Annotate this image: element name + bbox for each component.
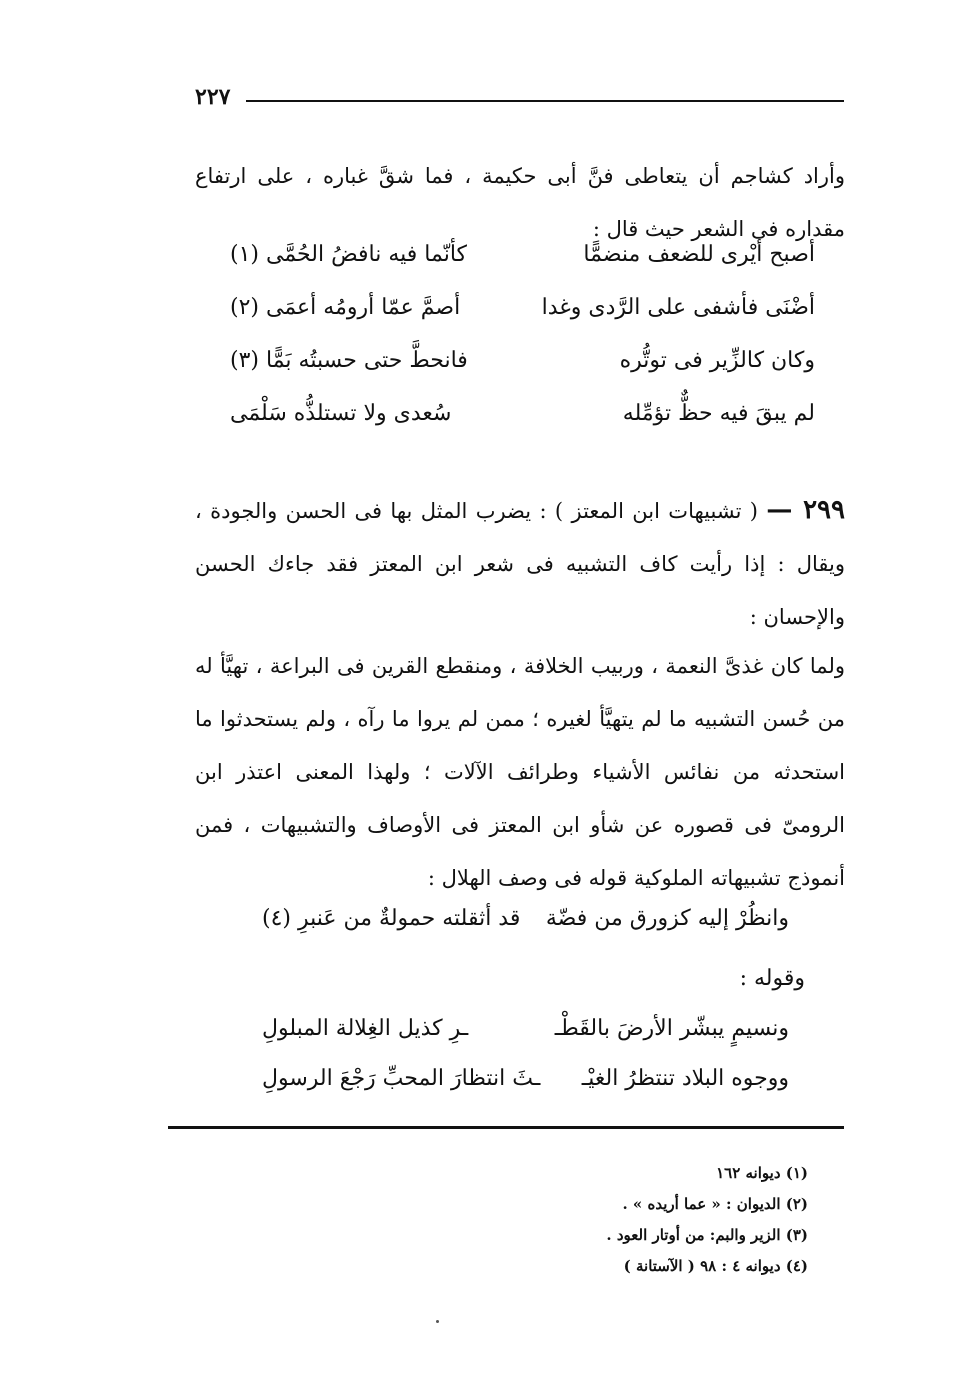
verse-second-hemistich: قد أثقلته حمولةٌ من عَنبرِ (٤) bbox=[262, 906, 521, 931]
footnote-4: (٤) ديوانه ٤ : ٩٨ ( الآستانة ) bbox=[623, 1257, 808, 1275]
verse-first-hemistich: أصبح أيْرى للضعف منضمًّا bbox=[583, 242, 815, 267]
paragraph-ibn-almutazz: ولما كان غذىَّ النعمة ، وربيب الخلافة ، ومنقطع القرين فى البراعة ، تهيَّأ له من حُسن التشبيه ما لم يتهيَّأ لغيره ؛ ممن لم يروا ما رآه ، ولم يستحدثوا ما استحدثه من نفائس الأشياء وطرائف الآلات ؛ ولهذا المعنى اعتذر ابن الرومىّ فى قصوره عن شأو ابن المعتز فى الأوصاف والتشبيهات ، فمن أنموذج تشبيهاته الملوكية قوله فى وصف الهلال : bbox=[195, 654, 845, 890]
verse-line bbox=[262, 906, 789, 936]
paragraph-intro: وأراد كشاجم أن يتعاطى فنَّ أبى حكيمة ، فما شقَّ غباره ، على ارتفاع مقداره فى الشعر حيث قال : bbox=[195, 164, 845, 241]
verse-first-hemistich: لم يبقَ فيه حظٌّ تؤمِّله bbox=[622, 401, 815, 426]
verse-line bbox=[262, 1016, 789, 1046]
section-number: ٢٩٩ — bbox=[766, 495, 845, 525]
verse-line bbox=[230, 242, 815, 272]
verse-first-hemistich: ووجوه البلاد تنتظرُ الغيْـ bbox=[581, 1066, 789, 1091]
verse-second-hemistich: ـثَ انتظارَ المحبِّ رَجْعَ الرسولِ bbox=[262, 1066, 541, 1091]
verse-line bbox=[230, 348, 815, 378]
verse-intro-label: وقوله : bbox=[739, 966, 805, 991]
section-299 bbox=[195, 484, 845, 644]
verse-line bbox=[262, 1066, 789, 1096]
footnotes bbox=[606, 1158, 808, 1282]
verse-second-hemistich: ـرِ كذيل الغِلالة المبلولِ bbox=[262, 1016, 469, 1041]
verse-first-hemistich: أضْنَى فأشفى على الرَّدى وغدا bbox=[541, 295, 815, 320]
footnote-2: (٢) الديوان : « عما أريده » . bbox=[622, 1195, 808, 1213]
verse-line bbox=[230, 401, 815, 431]
header-rule bbox=[246, 100, 844, 102]
footnote-separator bbox=[168, 1126, 844, 1129]
footnote-3: (٣) الزير والبم: من أوتار العود . bbox=[606, 1226, 808, 1244]
verse-second-hemistich: سُعدى ولا تستلذُّه سَلْمَى bbox=[230, 401, 452, 426]
section-text: ( تشبيهات ابن المعتز ) : يضرب المثل بها فى الحسن والجودة ، ويقال : إذا رأيت كاف التشبيه فى شعر ابن المعتز فقد جاءك الحسن والإحسان : bbox=[195, 499, 845, 629]
verse-line bbox=[230, 295, 815, 325]
footnote-1: (١) ديوانه ١٦٢ bbox=[716, 1164, 808, 1182]
verse-first-hemistich: ونسيمٍ يبشّر الأرضَ بالقَطْـ bbox=[554, 1016, 789, 1041]
scan-speck bbox=[436, 1320, 439, 1323]
verse-first-hemistich: وكان كالزِّير فى توتُّره bbox=[619, 348, 815, 373]
page-number: ٢٢٧ bbox=[195, 84, 231, 110]
verse-second-hemistich: فانحطَّ حتى حسبتُه بَمًّا (٣) bbox=[230, 348, 468, 373]
verse-second-hemistich: كأنّما فيه نافضُ الحُمَّى (١) bbox=[230, 242, 468, 267]
verse-first-hemistich: وانظُرْ إليه كزورق من فضّة bbox=[545, 906, 789, 931]
verse-second-hemistich: أصمَّ عمّا أرومُه أعمَى (٢) bbox=[230, 295, 461, 320]
